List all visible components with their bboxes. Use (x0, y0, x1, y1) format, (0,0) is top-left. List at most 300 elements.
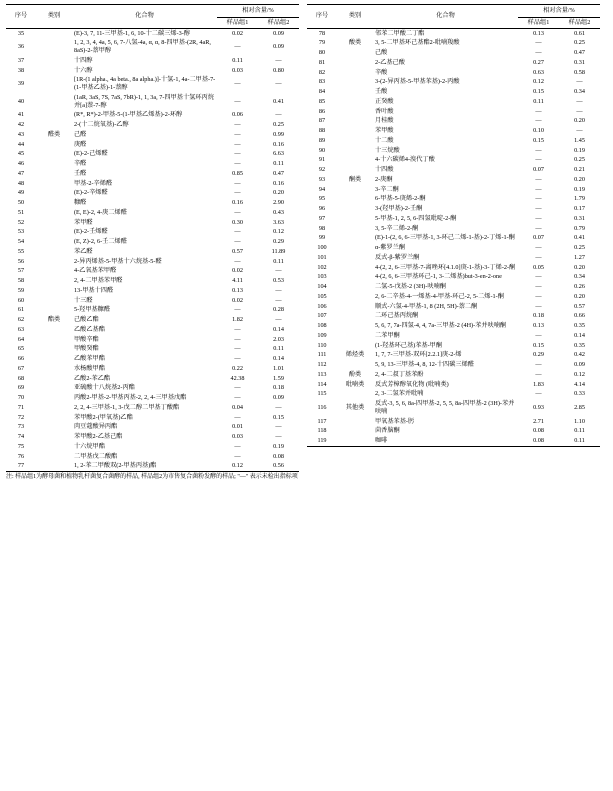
compound-table-left (6, 4, 299, 472)
cell-sample1: — (234, 150, 241, 158)
cell-sample2: 0.19 (574, 146, 585, 154)
cell-no: 100 (317, 244, 327, 251)
cell-sample2: 0.31 (574, 214, 585, 222)
cell-sample2: 0.14 (273, 355, 284, 362)
cell-compound: 2-(十二烷氧基)-乙醇 (74, 121, 129, 128)
cell-sample2: 1.10 (574, 417, 585, 425)
cell-compound: 5-羟甲基糠醛 (74, 306, 111, 314)
table-row (6, 422, 299, 432)
cell-compound: 茴香脑酮 (375, 427, 400, 435)
cell-compound: 顺式-六氢-4-甲基-1, 8 (2H, 5H)-萘二酮 (375, 302, 478, 310)
cell-sample2: — (275, 403, 282, 411)
cell-no: 45 (17, 150, 25, 158)
header-compound: 化合物 (72, 5, 217, 29)
cell-class (337, 292, 373, 302)
cell-sample2: 0.12 (273, 228, 284, 236)
table-row (6, 75, 299, 93)
cell-compound: 二甲基戊二酸酯 (74, 452, 118, 460)
cell-sample1: — (234, 80, 241, 88)
cell-compound: 4-(2, 2, 6-三甲基-7-离唑环[4.1.0]庚-1-基)-3-丁烯-2-酮 (375, 263, 516, 271)
cell-sample1: — (535, 253, 542, 261)
cell-sample2: 1.45 (574, 136, 585, 144)
table-row (6, 38, 299, 56)
cell-sample2: 0.29 (273, 238, 284, 245)
cell-sample2: 0.09 (574, 361, 585, 368)
table-row (307, 185, 600, 195)
cell-sample1: — (234, 394, 241, 401)
cell-sample2: 0.33 (574, 390, 585, 398)
table-row (307, 204, 600, 214)
table-row (6, 93, 299, 111)
cell-no: 98 (318, 224, 326, 232)
table-row (6, 354, 299, 364)
cell-sample1: — (535, 175, 542, 183)
cell-sample1: — (234, 384, 241, 392)
cell-sample2: 0.53 (273, 277, 284, 284)
cell-class (337, 185, 373, 195)
cell-sample2: 0.57 (574, 302, 585, 310)
cell-compound: 肉豆蔻酸异丙酯 (74, 423, 118, 431)
table-row (6, 403, 299, 413)
cell-class (36, 56, 72, 66)
cell-class (36, 325, 72, 335)
cell-sample1: — (234, 413, 241, 421)
table-row (6, 188, 299, 198)
cell-sample2: — (576, 78, 583, 86)
table-row (6, 335, 299, 345)
cell-no: 85 (318, 97, 326, 105)
cell-compound: 庚醛 (74, 140, 87, 148)
cell-no: 61 (17, 306, 25, 314)
cell-class (36, 38, 72, 56)
cell-class (337, 126, 373, 136)
header-class: 类别 (36, 5, 72, 29)
cell-sample2: 0.20 (574, 117, 585, 125)
cell-class: 其他类 (345, 403, 365, 411)
cell-sample2: 0.42 (574, 351, 585, 359)
cell-class (36, 422, 72, 432)
table-row (6, 257, 299, 267)
cell-sample2: 0.56 (258, 461, 299, 471)
cell-sample2: 11.89 (271, 247, 286, 255)
table-row (307, 233, 600, 243)
cell-no: 74 (17, 433, 25, 440)
cell-class (36, 286, 72, 296)
cell-sample1: — (234, 257, 241, 265)
cell-compound: 2-庚酮 (375, 175, 393, 183)
cell-sample2: 0.09 (273, 43, 284, 51)
cell-class (36, 237, 72, 247)
cell-sample1: — (535, 117, 542, 125)
table-row (307, 116, 600, 126)
cell-sample1: — (234, 189, 241, 197)
header-relative-content: 相对含量/% (518, 5, 600, 18)
cell-sample1: — (234, 335, 241, 343)
table-row (307, 389, 600, 399)
table-row (307, 165, 600, 175)
cell-no: 71 (17, 403, 25, 411)
compound-table-right (307, 4, 600, 447)
cell-sample2: — (275, 286, 282, 294)
cell-compound: 6-甲基-5-庚烯-2-酮 (375, 195, 426, 203)
cell-class (36, 413, 72, 423)
cell-compound: (E)-2-己烯醛 (74, 150, 108, 158)
cell-no: 109 (317, 331, 327, 339)
cell-class (337, 389, 373, 399)
cell-no: 68 (17, 374, 25, 382)
cell-class (36, 442, 72, 452)
cell-class: 吡喃类 (345, 380, 365, 388)
cell-sample1: 0.15 (533, 88, 544, 95)
table-row (6, 452, 299, 462)
left-column (6, 4, 299, 472)
cell-class (337, 107, 373, 117)
cell-compound: 十二酸 (375, 136, 394, 144)
cell-class (36, 266, 72, 276)
cell-class (337, 253, 373, 263)
cell-compound: (E)-3, 7, 11-三甲基-1, 6, 10-十二碳三烯-3-醇 (74, 29, 190, 37)
cell-sample1: 42.38 (230, 374, 245, 382)
table-row (307, 48, 600, 58)
cell-compound: 十三烷酸 (375, 146, 400, 154)
table-row (6, 247, 299, 257)
cell-compound: (E)-1-(2, 6, 6-三甲基-1, 3-环己二烯-1-基)-2-丁烯-1-酮 (375, 234, 515, 242)
cell-sample2: 2.85 (574, 403, 585, 411)
cell-no: 42 (17, 121, 25, 128)
cell-compound: 苯甲醛 (74, 218, 93, 226)
cell-no: 38 (17, 66, 25, 74)
cell-compound: (E)-2-辛烯醛 (74, 189, 108, 197)
cell-no: 51 (17, 208, 25, 216)
cell-compound: (E)-2-壬烯醛 (74, 228, 108, 236)
cell-compound: 3, 5-二甲基环己基酯2-吡喃羧酸 (375, 39, 460, 47)
table-row (307, 321, 600, 331)
cell-compound: 己醛 (74, 130, 87, 138)
cell-sample2: 0.11 (273, 345, 284, 353)
cell-sample1: — (535, 156, 542, 164)
cell-sample1: 0.05 (533, 263, 544, 271)
header-no: 序号 (307, 5, 337, 29)
cell-class (36, 452, 72, 462)
cell-compound: 苯甲酸 (375, 127, 394, 134)
cell-compound: 2, 2, 4-三甲基-1, 3-戊二醇二甲基丁酸酯 (74, 403, 180, 411)
cell-sample1: — (234, 130, 241, 138)
cell-sample1: — (535, 390, 542, 398)
cell-sample1: — (234, 208, 241, 216)
cell-no: 107 (317, 312, 327, 320)
cell-no: 40 (17, 97, 25, 105)
cell-sample1: 0.30 (232, 218, 243, 226)
table-row (6, 149, 299, 159)
table-row (307, 87, 600, 97)
cell-sample2: — (275, 316, 282, 323)
cell-compound: 2, 6-二辛基-4-一烯基-4-甲基-环己-2, 5-二烯-1-酮 (375, 292, 504, 300)
cell-no: 111 (317, 351, 327, 359)
cell-sample2: 6.63 (273, 150, 284, 158)
cell-no: 108 (317, 322, 327, 329)
cell-no: 78 (318, 29, 326, 37)
cell-sample1: 0.16 (232, 199, 243, 206)
cell-sample2: 0.28 (273, 306, 284, 314)
cell-sample2: 0.61 (574, 29, 585, 37)
cell-sample1: — (535, 283, 542, 290)
table-row (6, 286, 299, 296)
cell-no: 113 (317, 370, 327, 378)
cell-sample2: 0.25 (574, 244, 585, 251)
table-row (6, 198, 299, 208)
cell-no: 92 (318, 166, 326, 173)
cell-sample1: — (535, 49, 542, 56)
cell-class (337, 263, 373, 273)
cell-class: 酸类 (348, 39, 362, 47)
table-row (6, 169, 299, 179)
cell-sample2: 0.11 (273, 257, 284, 265)
cell-sample2: 2.90 (273, 199, 284, 206)
cell-no: 52 (17, 218, 25, 226)
cell-sample1: 0.11 (533, 97, 544, 105)
cell-sample1: 0.27 (533, 58, 544, 66)
table-row (307, 107, 600, 117)
table-row (6, 208, 299, 218)
cell-sample1: 1.82 (232, 316, 243, 323)
cell-no: 103 (317, 273, 327, 281)
cell-class (337, 426, 373, 436)
cell-compound: 5, 6, 7, 7a-四氢-4, 4, 7a-三甲基-2 (4H)-苯并呋喃酮 (375, 322, 507, 329)
cell-sample2: — (576, 107, 583, 115)
cell-sample2: 0.14 (273, 325, 284, 333)
table-row (6, 296, 299, 306)
cell-sample2: 0.79 (574, 224, 585, 232)
cell-no: 90 (318, 146, 326, 154)
cell-class (337, 282, 373, 292)
cell-no: 87 (318, 117, 326, 125)
cell-compound: 十四酸 (375, 166, 394, 173)
table-row (307, 263, 600, 273)
cell-sample2: 0.20 (574, 263, 585, 271)
cell-sample1: — (535, 361, 542, 368)
table-row (307, 360, 600, 370)
cell-no: 66 (17, 355, 25, 362)
cell-class: 酯类 (47, 316, 61, 323)
cell-class (337, 194, 373, 204)
cell-sample2: 0.12 (574, 370, 585, 378)
cell-compound: 己酸 (375, 49, 388, 56)
cell-class (337, 331, 373, 341)
cell-compound: 甲酸辛酯 (74, 335, 99, 343)
cell-compound: (1aR, 3aS, 7S, 7aS, 7bR)-1, 1, 3a, 7-四甲基十氢环丙烷并[a]萘-7-醇 (74, 93, 214, 109)
cell-no: 56 (17, 257, 25, 265)
cell-compound: 2, 4-二甲基苯甲醛 (74, 277, 123, 284)
cell-no: 54 (17, 238, 25, 245)
cell-sample2: 0.35 (574, 322, 585, 329)
cell-compound: 乙酸苯甲酯 (74, 355, 105, 362)
cell-class (337, 165, 373, 175)
cell-class (337, 28, 373, 38)
cell-compound: 3, 5-辛二烯-2-酮 (375, 224, 419, 232)
cell-sample2: — (275, 111, 282, 119)
cell-sample1: 0.11 (232, 56, 243, 64)
cell-no: 99 (318, 234, 326, 242)
cell-compound: 十六烷甲酯 (74, 442, 105, 450)
cell-compound: 2, 4-二叔丁基苯酚 (375, 370, 424, 378)
cell-sample2: 0.26 (574, 283, 585, 290)
table-row (307, 77, 600, 87)
cell-compound: 二氢-5-戊基-2 (3H)-呋喃酮 (375, 283, 446, 290)
table-row (307, 350, 600, 360)
cell-no: 101 (317, 253, 327, 261)
cell-sample2: — (275, 433, 282, 440)
cell-no: 116 (317, 403, 327, 411)
cell-compound: 水杨酸甲酯 (74, 364, 105, 372)
cell-class (337, 68, 373, 78)
cell-sample1: 0.15 (533, 136, 544, 144)
cell-sample2: — (576, 127, 583, 134)
cell-sample1: — (234, 345, 241, 353)
cell-compound: 苯甲酸2-(甲氧基)乙酯 (74, 413, 133, 421)
table-row (307, 272, 600, 282)
header-sample1: 样品组1 (518, 17, 559, 28)
cell-sample1: 0.57 (232, 247, 243, 255)
cell-sample2: 0.09 (273, 29, 284, 37)
cell-sample1: 0.12 (533, 78, 544, 86)
cell-no: 79 (318, 39, 326, 47)
cell-class (36, 110, 72, 120)
table-row (307, 426, 600, 436)
cell-compound: 反式芳樟醇氧化物 (吡喃类) (375, 380, 449, 388)
table-row (6, 179, 299, 189)
cell-sample2: 0.21 (574, 166, 585, 173)
cell-class (36, 305, 72, 315)
cell-compound: 己酸乙酯 (74, 316, 99, 323)
two-column-layout (6, 4, 607, 472)
cell-sample2: 0.20 (273, 189, 284, 197)
cell-sample1: — (535, 205, 542, 212)
cell-class (36, 188, 72, 198)
cell-compound: 月桂酸 (375, 117, 394, 125)
cell-sample1: 0.15 (533, 341, 544, 349)
cell-sample1: — (535, 224, 542, 232)
cell-no: 93 (318, 175, 326, 183)
cell-sample2: 0.19 (574, 185, 585, 193)
cell-no: 89 (318, 136, 326, 144)
cell-compound: 2-异丙烯基-5-甲基十六烷基-5-醛 (74, 257, 162, 265)
cell-no: 48 (17, 179, 25, 187)
cell-class (337, 272, 373, 282)
cell-sample1: 0.10 (533, 127, 544, 134)
cell-no: 57 (17, 267, 25, 275)
cell-sample2: 0.20 (574, 292, 585, 300)
cell-sample1: 4.11 (232, 277, 243, 284)
table-row (307, 97, 600, 107)
table-row (307, 399, 600, 417)
cell-no: 63 (17, 325, 25, 333)
cell-compound: [1R-(1 alpha., 4a beta., 8a alpha.)]-十氢-1, 4a-二甲基-7-(1-甲基乙基)-1-萘醇 (74, 76, 216, 91)
cell-sample2: 0.41 (273, 97, 284, 105)
cell-sample1: 0.13 (533, 29, 544, 37)
cell-sample1: 0.02 (232, 29, 243, 37)
cell-sample2: — (275, 267, 282, 275)
cell-class (36, 354, 72, 364)
cell-compound: 辛醛 (74, 160, 87, 167)
cell-class (36, 120, 72, 130)
cell-no: 96 (318, 205, 326, 212)
cell-class (337, 321, 373, 331)
table-row (6, 120, 299, 130)
table-row (307, 175, 600, 185)
cell-no: 55 (17, 247, 25, 255)
cell-compound: 苯甲酸2-乙基己酯 (74, 433, 123, 440)
table-row (6, 461, 299, 471)
cell-compound: 糠醛 (74, 199, 87, 206)
cell-no: 64 (17, 335, 25, 343)
cell-no: 47 (17, 169, 25, 177)
cell-sample1: — (535, 331, 542, 339)
cell-sample1: 0.13 (232, 286, 243, 294)
cell-sample1: 0.18 (533, 312, 544, 320)
cell-sample1: — (234, 179, 241, 187)
cell-class (36, 432, 72, 442)
cell-sample1: — (234, 160, 241, 167)
cell-compound: 壬醛 (74, 169, 87, 177)
cell-class (337, 436, 373, 446)
cell-sample1: — (535, 39, 542, 47)
cell-no: 82 (318, 68, 326, 76)
cell-no: 102 (317, 263, 327, 271)
cell-class (36, 169, 72, 179)
cell-no: 73 (17, 423, 25, 431)
cell-compound: 2, 3-二氢苯并吡喃 (375, 390, 424, 398)
cell-compound: 辛酸 (375, 68, 388, 76)
cell-class (36, 364, 72, 374)
cell-sample2: 0.34 (574, 273, 585, 281)
cell-no: 81 (318, 58, 326, 66)
cell-no: 95 (318, 195, 326, 203)
cell-no: 106 (317, 302, 327, 310)
cell-compound: 二苯甲酮 (375, 331, 400, 339)
cell-sample1: — (535, 185, 542, 193)
cell-compound: α-紫罗兰酮 (375, 244, 406, 251)
cell-sample2: 1.01 (273, 364, 284, 372)
cell-sample1: — (535, 370, 542, 378)
table-header-right (307, 5, 600, 29)
cell-no: 75 (17, 442, 25, 450)
table-row (307, 136, 600, 146)
cell-sample1: 0.02 (232, 296, 243, 304)
cell-sample1: — (535, 302, 542, 310)
cell-sample2: — (275, 296, 282, 304)
cell-no: 43 (17, 130, 25, 138)
cell-class (337, 417, 373, 427)
cell-compound: 甲氧基苯基-肟 (375, 417, 415, 425)
cell-sample1: — (234, 442, 241, 450)
cell-compound: 1, 2-苯二甲酸双(2-甲基丙基)酯 (72, 461, 217, 471)
cell-sample2: 0.25 (273, 121, 284, 128)
cell-sample2: 0.35 (574, 341, 585, 349)
cell-class (36, 66, 72, 76)
cell-compound: (E, E)-2, 4-庚二烯醛 (74, 208, 127, 216)
cell-no: 70 (17, 394, 25, 401)
cell-compound: 反式-β-紫罗兰酮 (375, 253, 420, 261)
cell-sample1: — (535, 244, 542, 251)
table-row (6, 325, 299, 335)
cell-sample2: 0.99 (273, 130, 284, 138)
cell-sample1: 0.08 (533, 427, 544, 435)
cell-sample2: 0.31 (574, 58, 585, 66)
cell-sample1: 0.93 (533, 403, 544, 411)
table-row (6, 364, 299, 374)
header-compound: 化合物 (373, 5, 518, 29)
cell-class (36, 149, 72, 159)
